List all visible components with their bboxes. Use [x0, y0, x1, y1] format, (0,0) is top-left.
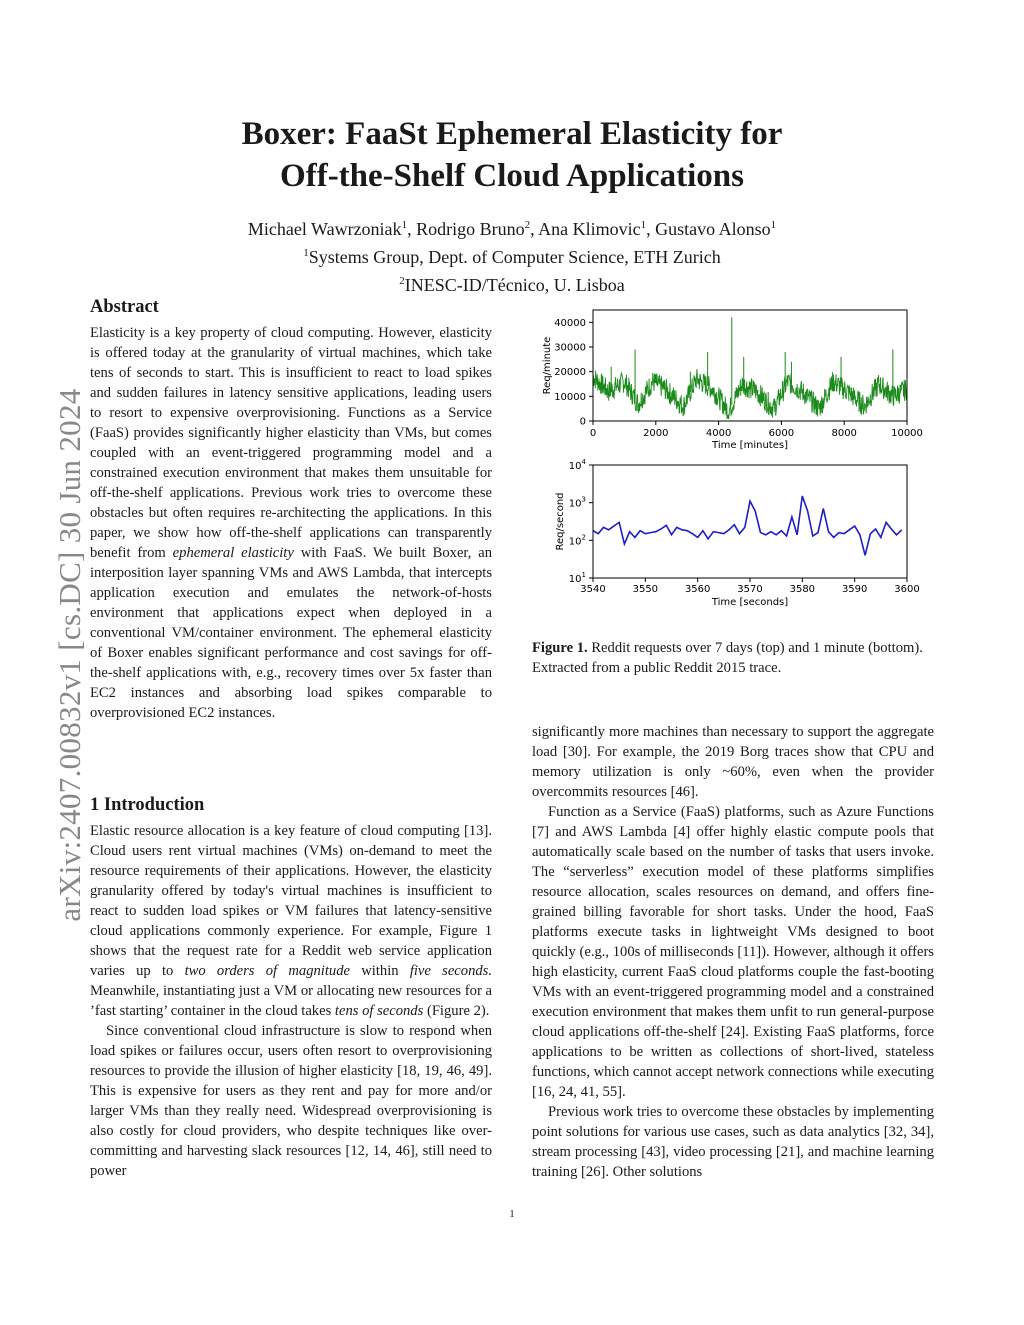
top-series-line [593, 369, 907, 419]
affiliation-1 [0, 241, 1024, 269]
x-tick-label: 2000 [643, 428, 669, 439]
bottom-plot-frame [593, 465, 907, 578]
affiliation-2 [0, 269, 1024, 297]
author-names [0, 213, 1024, 241]
top-chart [542, 310, 923, 451]
abstract-part: with FaaS. We built Boxer, an interposition layer spanning VMs and AWS Lambda, that intercepts application execution and emulates the network-of-hosts environment that applications expect when deployed in a conventional VM/container environment. The ephemeral elasticity of Boxer enables significant performance and cost savings for off-the-shelf applications with, e.g., recovery times over 5x faster than EC2 instances and absorbing load spikes comparable to overprovisioned EC2 instances. [90, 545, 493, 721]
bottom-series-line [593, 496, 902, 555]
x-tick-label: 3540 [580, 584, 606, 595]
title-line-2: Off-the-Shelf Cloud Applications [280, 158, 744, 194]
intro-paragraph-1 [90, 821, 492, 1021]
affil-mark: 2 [399, 275, 405, 287]
affil-mark: 1 [640, 219, 647, 231]
text-run: within [361, 963, 399, 979]
x-tick-label: 3580 [789, 584, 816, 595]
affil-mark: 1 [303, 247, 309, 259]
y-tick-label: $10^4$ [568, 458, 586, 472]
y-tick-label: 0 [579, 416, 586, 428]
x-tick-label: 3570 [737, 584, 763, 595]
x-tick-label: 8000 [831, 428, 857, 439]
title-line-1: Boxer: FaaSt Ephemeral Elasticity for [241, 116, 783, 152]
author-1: Michael Wawrzoniak [247, 219, 402, 239]
x-tick-label: 3550 [632, 584, 659, 595]
emphasis: two orders of magnitude [184, 963, 350, 979]
y-axis-label: Req/second [555, 492, 566, 551]
y-axis-label: Req/minute [542, 336, 553, 395]
affil-mark: 2 [524, 219, 531, 231]
author-2: Rodrigo Bruno [416, 219, 525, 239]
affil-mark: 1 [401, 219, 408, 231]
x-tick-label: 3600 [894, 584, 920, 595]
author-4: Gustavo Alonso [655, 219, 771, 239]
affiliation-text: INESC-ID/Técnico, U. Lisboa [404, 275, 625, 295]
caption-label: Figure 1. [532, 640, 588, 656]
affiliation-text: Systems Group, Dept. of Computer Science, ETH Zurich [308, 247, 721, 267]
separator: , [530, 219, 539, 239]
affil-mark: 1 [770, 219, 777, 231]
y-tick-label: 40000 [554, 317, 586, 329]
y-tick-label: 20000 [554, 367, 586, 379]
x-axis-label: Time [seconds] [711, 597, 789, 608]
intro-section [90, 795, 492, 1181]
caption-text: Reddit requests over 7 days (top) and 1 minute (bottom). Extracted from a public Reddit 2015 trace. [532, 640, 923, 676]
right-paragraph-1: significantly more machines than necessary to support the aggregate load [30]. For example, the 2019 Borg traces show that CPU and memory utilization is only ~60%, even when the provider overcommits resources [46]. [532, 724, 934, 800]
x-axis-label: Time [minutes] [712, 440, 788, 451]
text-run: Meanwhile, instantiating just a VM or allocating new resources for a ’fast starting’ container in the cloud takes [90, 983, 492, 1019]
intro-paragraph-2: Since conventional cloud infrastructure is slow to respond when load spikes or failures occur, users often resort to overprovisioning resources to provide the illusion of higher elasticity [18, 19, 46, 49]. This is expensive for users as they rent and pay for more and/or larger VMs than they really need. Widespread overprovisioning is also costly for cloud providers, who despite techniques like over-committing and harvesting slack resources [12, 14, 46], still need to power [90, 1023, 492, 1179]
x-tick-label: 3560 [684, 584, 711, 595]
y-tick-label: 30000 [554, 342, 586, 354]
emphasis: tens of seconds [334, 1003, 424, 1019]
author-3: Ana Klimovic [538, 219, 641, 239]
right-paragraph-2: Function as a Service (FaaS) platforms, such as Azure Functions [7] and AWS Lambda [4] offer highly elastic compute pools that automatically scale based on the number of tasks that users invoke. The “serverless” execution model of these platforms simplifies resource allocation, scales resources on demand, and offers fine-grained billing favorable for short tasks. Under the hood, FaaS platforms execute tasks in lightweight VMs designed to boot quickly (e.g., 100s of milliseconds [11]). However, although it offers high elasticity, current FaaS cloud platforms couple the fast-booting VMs with an event-triggered programming model and a constrained execution environment that makes them unfit to run general-purpose cloud applications off-the-shelf [24]. Existing FaaS platforms, force applications to be written as collections of short-lived, stateless functions, which cannot accept network connections while executing [16, 24, 41, 55]. [532, 804, 935, 1100]
separator: , [646, 219, 656, 239]
left-column [90, 297, 492, 723]
intro-heading: 1 Introduction [90, 795, 205, 815]
y-tick-label: $10^2$ [568, 533, 586, 548]
text-run: (Figure 2). [426, 1003, 490, 1019]
bottom-chart [555, 458, 920, 608]
figure-1 [530, 305, 940, 615]
abstract-text [90, 323, 492, 723]
author-block [0, 213, 1024, 297]
page-number: 1 [509, 1208, 515, 1220]
abstract-heading: Abstract [90, 297, 159, 317]
x-tick-label: 6000 [768, 428, 795, 439]
x-tick-label: 0 [589, 428, 597, 439]
right-paragraph-3: Previous work tries to overcome these obstacles by implementing point solutions for various use cases, such as data analytics [32, 34], stream processing [43], video processing [21], and machine learning training [26]. Other solutions [532, 1104, 934, 1180]
paper-title [0, 113, 1024, 197]
x-tick-label: 4000 [705, 428, 732, 439]
arxiv-side-label: arXiv:2407.00832v1 [cs.DC] 30 Jun 2024 [52, 388, 87, 922]
x-tick-label: 10000 [891, 428, 923, 439]
figure-caption [532, 638, 934, 678]
y-tick-label: 10000 [554, 391, 586, 403]
separator: , [407, 219, 417, 239]
abstract-emphasis: ephemeral elasticity [172, 545, 294, 561]
right-column [532, 722, 934, 1182]
y-tick-label: $10^1$ [568, 571, 586, 585]
abstract-part: Elasticity is a key property of cloud computing. However, elasticity is offered today at the granularity of virtual machines, which take tens of seconds to start. This is insufficient to react to load spikes and sudden failures in latency sensitive applications, leading users to resort to expensive overprovisioning. Functions as a Service (FaaS) provides significantly higher elasticity than VMs, but comes coupled with an event-triggered programming model and a constrained execution environment that makes them unsuitable for off-the-shelf applications. Previous work tries to overcome these obstacles but often requires re-architecting the applications. In this paper, we show how off-the-shelf applications can transparently benefit from [90, 325, 492, 561]
text-run: Elastic resource allocation is a key feature of cloud computing [13]. Cloud users rent virtual machines (VMs) on-demand to meet the resource requirements of their applications. However, the elasticity granularity offered by today's virtual machines is insufficient to react to sudden load spikes or VM failures that latency-sensitive cloud applications commonly experience. For example, Figure 1 shows that the request rate for a Reddit web service application varies up to [90, 823, 492, 979]
emphasis: five seconds. [409, 963, 492, 979]
x-tick-label: 3590 [841, 584, 868, 595]
y-tick-label: $10^3$ [568, 495, 586, 510]
